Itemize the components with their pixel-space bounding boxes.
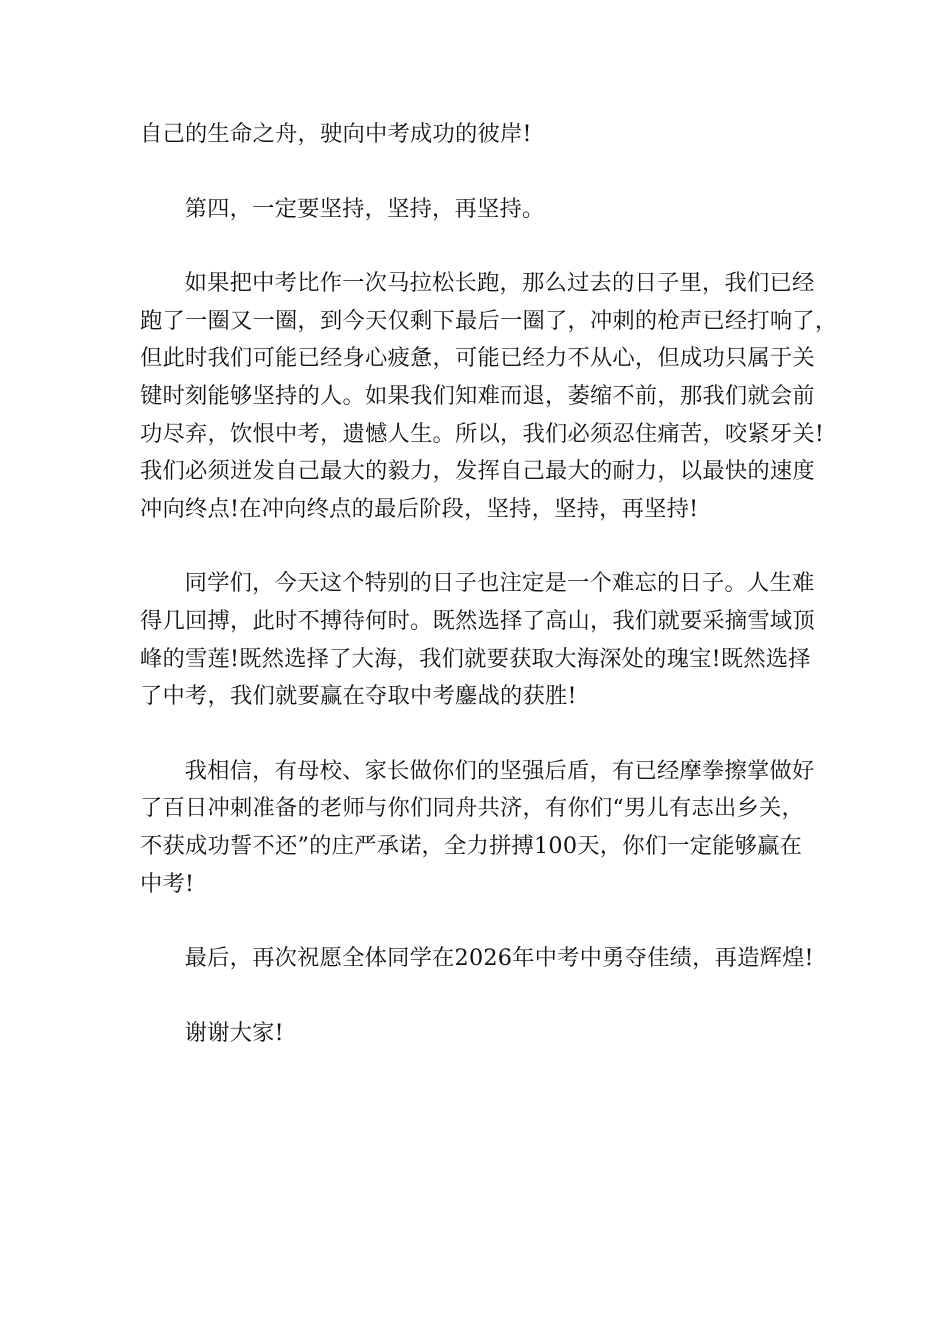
text-line: 功尽弃，饮恨中考，遗憾人生。所以，我们必须忍住痛苦，咬紧牙关! [140, 420, 825, 447]
paragraph-2 [140, 191, 810, 229]
text-line: 了百日冲刺准备的老师与你们同舟共济，有你们“男儿有志出乡关， [140, 795, 805, 822]
text-line: 了中考，我们就要赢在夺取中考鏖战的获胜! [140, 683, 577, 710]
paragraph-7 [140, 1015, 810, 1053]
text-line: 谢谢大家! [184, 1019, 284, 1046]
text-line: 同学们，今天这个特别的日子也注定是一个难忘的日子。人生难 [184, 570, 815, 597]
text-line: 最后，再次祝愿全体同学在2026年中考中勇夺佳绩，再造辉煌! [184, 945, 814, 972]
text-line: 自己的生命之舟，驶向中考成功的彼岸! [140, 121, 532, 147]
text-line: 如果把中考比作一次马拉松长跑，那么过去的日子里，我们已经 [184, 270, 815, 297]
text-line: 键时刻能够坚持的人。如果我们知难而退，萎缩不前，那我们就会前 [140, 382, 815, 409]
text-line: 跑了一圈又一圈，到今天仅剩下最后一圈了，冲刺的枪声已经打响了， [140, 307, 838, 334]
document-page [140, 116, 838, 1089]
paragraph-5 [140, 753, 815, 903]
paragraph-4 [140, 565, 815, 715]
paragraph-1 [140, 116, 810, 154]
text-line: 中考! [140, 870, 195, 897]
text-line: 但此时我们可能已经身心疲惫，可能已经力不从心，但成功只属于关 [140, 345, 815, 372]
text-line: 我相信，有母校、家长做你们的坚强后盾，有已经摩拳擦掌做好 [184, 757, 815, 784]
paragraph-6 [140, 940, 814, 978]
text-line: 峰的雪莲!既然选择了大海，我们就要获取大海深处的瑰宝!既然选择 [140, 645, 811, 672]
text-line: 我们必须迸发自己最大的毅力，发挥自己最大的耐力，以最快的速度 [140, 458, 815, 485]
text-line: 不获成功誓不还”的庄严承诺，全力拼搏100天，你们一定能够赢在 [140, 832, 803, 859]
paragraph-3 [140, 265, 838, 528]
text-line: 冲向终点!在冲向终点的最后阶段，坚持，坚持，再坚持! [140, 495, 699, 522]
text-line: 得几回搏，此时不搏待何时。既然选择了高山，我们就要采摘雪域顶 [140, 607, 815, 634]
text-line: 第四，一定要坚持，坚持，再坚持。 [184, 195, 545, 222]
